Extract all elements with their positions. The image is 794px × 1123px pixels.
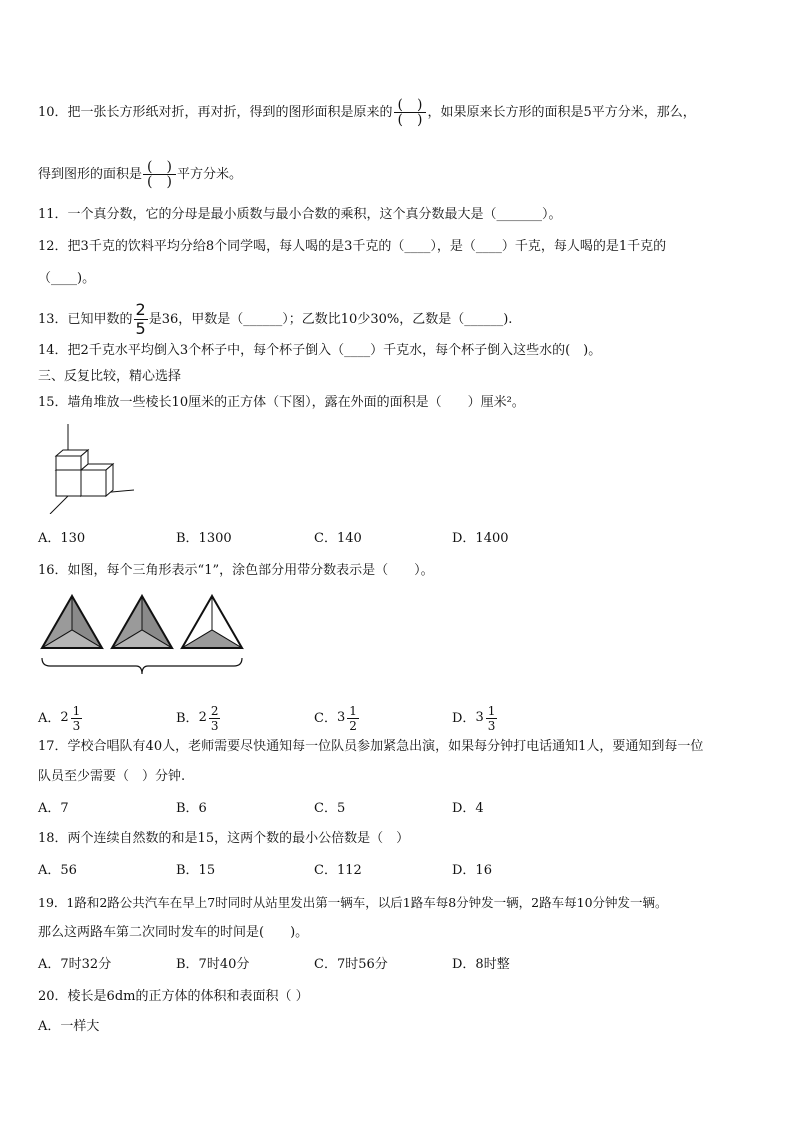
q10-blank-fraction-2: $\frac{( )}{( )}$ bbox=[143, 160, 176, 189]
q19-option-a[interactable]: A．7时32分 bbox=[38, 957, 112, 972]
section-heading: 三、反复比较，精心选择 bbox=[38, 369, 182, 384]
q20-text: 20．棱长是6dm的正方体的体积和表面积（ ） bbox=[38, 989, 309, 1004]
q15-option-d[interactable]: D．1400 bbox=[452, 531, 509, 546]
q20-option-a[interactable]: A．一样大 bbox=[38, 1019, 100, 1034]
q16-option-b[interactable]: B．2 $\frac{2}{3}$ bbox=[176, 703, 219, 733]
q10-blank-fraction: $\frac{( )}{( )}$ bbox=[394, 98, 427, 127]
q15-option-c[interactable]: C．140 bbox=[314, 531, 362, 546]
q15-options bbox=[38, 528, 738, 550]
q16-text: 16．如图，每个三角形表示“1”，涂色部分用带分数表示是（ ）。 bbox=[38, 563, 434, 578]
q19-line1: 19．1路和2路公共汽车在早上7时同时从站里发出第一辆车，以后1路车每8分钟发一辆，2路车每10分钟发一辆。 bbox=[38, 895, 668, 910]
q12-line2: （____)。 bbox=[38, 271, 96, 286]
q19-option-b[interactable]: B．7时40分 bbox=[176, 957, 250, 972]
q18-text: 18．两个连续自然数的和是15，这两个数的最小公倍数是（ ） bbox=[38, 831, 410, 846]
q13-text: 13．已知甲数的 $\frac{2}{5}$ 是36，甲数是（______）；乙数比10少30%，乙数是（______). bbox=[38, 300, 513, 338]
q15-text: 15．墙角堆放一些棱长10厘米的正方体（下图），露在外面的面积是（ ）厘米²。 bbox=[38, 395, 525, 410]
q17-line2: 队员至少需要（ ）分钟. bbox=[38, 769, 186, 784]
q13-fraction: $\frac{2}{5}$ bbox=[135, 300, 146, 338]
q17-option-d[interactable]: D．4 bbox=[452, 801, 484, 816]
q16-options bbox=[38, 700, 738, 736]
q20-options bbox=[38, 1016, 738, 1038]
q15-option-a[interactable]: A．130 bbox=[38, 531, 86, 546]
q14-text: 14．把2千克水平均倒入3个杯子中，每个杯子倒入（____）千克水，每个杯子倒入这些水的( )。 bbox=[38, 343, 602, 358]
q17-option-b[interactable]: B．6 bbox=[176, 801, 207, 816]
q17-options bbox=[38, 798, 738, 820]
q19-option-d[interactable]: D．8时整 bbox=[452, 957, 510, 972]
q10-line1: 10．把一张长方形纸对折，再对折，得到的图形面积是原来的 $\frac{( )}{( )}$ ，如果原来长方形的面积是5平方分米，那么， bbox=[38, 97, 696, 128]
q17-option-a[interactable]: A．7 bbox=[38, 801, 69, 816]
q19-option-c[interactable]: C．7时56分 bbox=[314, 957, 388, 972]
q12-line1: 12．把3千克的饮料平均分给8个同学喝，每人喝的是3千克的（____），是（____）千克，每人喝的是1千克的 bbox=[38, 239, 667, 254]
cube-stack-figure bbox=[46, 424, 138, 514]
q15-option-b[interactable]: B．1300 bbox=[176, 531, 232, 546]
q10-line2: 得到图形的面积是 $\frac{( )}{( )}$ 平方分米。 bbox=[38, 159, 242, 190]
q11-text: 11．一个真分数，它的分母是最小质数与最小合数的乘积，这个真分数最大是（_______）。 bbox=[38, 207, 562, 222]
q17-option-c[interactable]: C．5 bbox=[314, 801, 346, 816]
q17-line1: 17．学校合唱队有40人，老师需要尽快通知每一位队员参加紧急出演，如果每分钟打电话通知1人，要通知到每一位 bbox=[38, 739, 704, 754]
q18-option-a[interactable]: A．56 bbox=[38, 863, 77, 878]
triangles-figure bbox=[36, 592, 248, 682]
q16-option-a[interactable]: A．2 $\frac{1}{3}$ bbox=[38, 703, 81, 733]
q18-option-c[interactable]: C．112 bbox=[314, 863, 362, 878]
q18-option-d[interactable]: D．16 bbox=[452, 863, 492, 878]
q16-option-c[interactable]: C．3 $\frac{1}{2}$ bbox=[314, 703, 357, 733]
q16-option-d[interactable]: D．3 $\frac{1}{3}$ bbox=[452, 703, 496, 733]
q18-option-b[interactable]: B．15 bbox=[176, 863, 216, 878]
q19-line2: 那么这两路车第二次同时发车的时间是( )。 bbox=[38, 925, 309, 940]
q19-options bbox=[38, 954, 738, 976]
q18-options bbox=[38, 860, 738, 882]
